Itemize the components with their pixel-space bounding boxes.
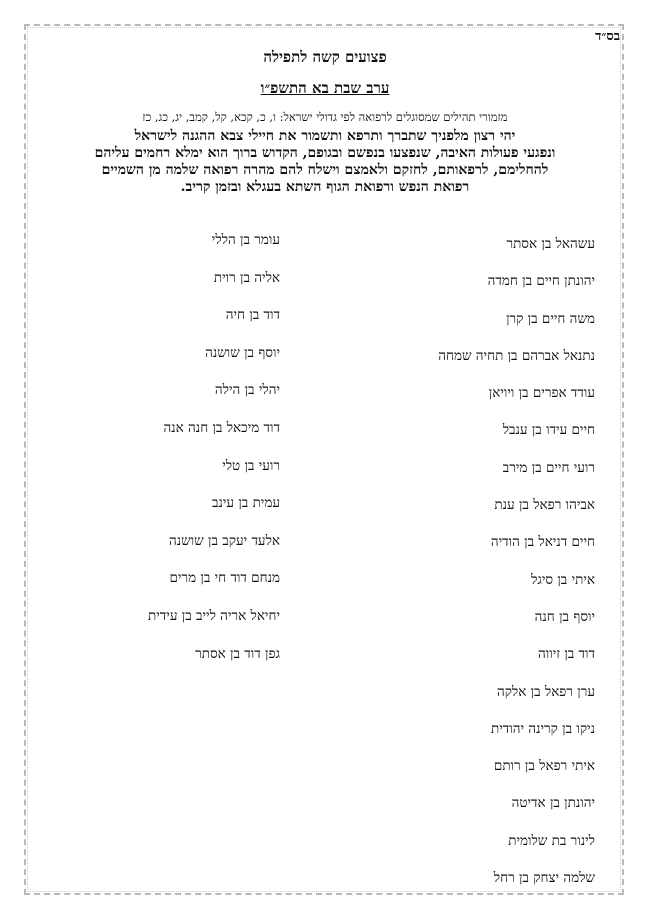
document-header [60, 48, 590, 196]
name-item: נתנאל אברהם בן תחיה שמחה [438, 347, 595, 364]
name-item: יוסף בן שושנה [205, 344, 280, 361]
name-item: עשהאל בן אסתר [506, 236, 595, 252]
names-list-left [148, 232, 280, 683]
prayer-line: להחלימם, לרפאותם, לחזקם ולאמצם וישלח להם מהרה רפואה שלמה מן השמיים [101, 162, 549, 178]
prayer-text [60, 128, 590, 196]
name-item: יוסף בן חנה [534, 608, 595, 625]
name-item: לינור בת שלומית [508, 832, 595, 849]
psalms-line: מזמורי תהילים שמסוגלים לרפואה לפי גדולי ישראל: ו, כ, קכא, קל, קמב, יג, כג, כז [142, 110, 508, 124]
name-item: מנחם דוד חי בן מרים [169, 570, 280, 587]
name-item: יהונתן בן אדיטה [511, 795, 595, 812]
name-item: שלמה יצחק בן רחל [493, 870, 595, 887]
names-list-right [438, 236, 595, 907]
corner-mark: בס״ד [595, 29, 620, 44]
name-item: יהונתן חיים בן חמדה [487, 273, 595, 290]
name-item: עמית בן עינב [211, 495, 280, 512]
document-title: פצועים קשה לתפילה [263, 48, 387, 66]
name-item: רועי בן טלי [222, 457, 280, 474]
document-subtitle: ערב שבת בא התשפ״ו [260, 79, 390, 97]
name-item: אלעד יעקב בן שושנה [168, 532, 280, 549]
name-item: עומר בן הללי [211, 232, 280, 248]
name-item: משה חיים בן קרן [506, 310, 595, 327]
prayer-line: ונפגעי פעולות האיבה, שנפצעו בנפשם ובגופם, הקדוש ברוך הוא ימלא רחמים עליהם [94, 145, 556, 161]
name-item: דוד מיכאל בן חנה אנה [163, 419, 280, 436]
name-item: ניקו בן קרינה יהודית [490, 720, 595, 737]
prayer-line: יהי רצון מלפניך שתברך ותרפא ותשמור את חיילי צבא ההגנה לישראל [134, 128, 516, 144]
name-item: אליה בן רוית [213, 269, 280, 286]
name-item: דוד בן זיווה [538, 646, 595, 663]
name-item: רועי חיים בן מירב [502, 459, 595, 476]
name-item: חיים דניאל בן הודיה [490, 534, 595, 551]
name-item: איתי רפאל בן רותם [493, 758, 595, 775]
name-item: יחיאל אריה לייב בן עידית [148, 607, 280, 624]
name-item: אביהו רפאל בן ענת [494, 497, 595, 514]
name-item: דוד בן חיה [225, 307, 280, 324]
name-item: איתי בן סיגל [531, 571, 595, 588]
name-item: חיים עידו בן ענבל [502, 422, 595, 439]
name-item: יהלי בן הילה [214, 382, 280, 399]
name-item: ערן רפאל בן אלקה [496, 683, 595, 700]
prayer-line: רפואת הנפש ורפואת הגוף השתא בעגלא ובזמן קריב. [180, 179, 470, 195]
name-item: גפן דוד בן אסתר [195, 645, 280, 662]
name-item: עודד אפרים בן ויויאן [488, 385, 595, 402]
